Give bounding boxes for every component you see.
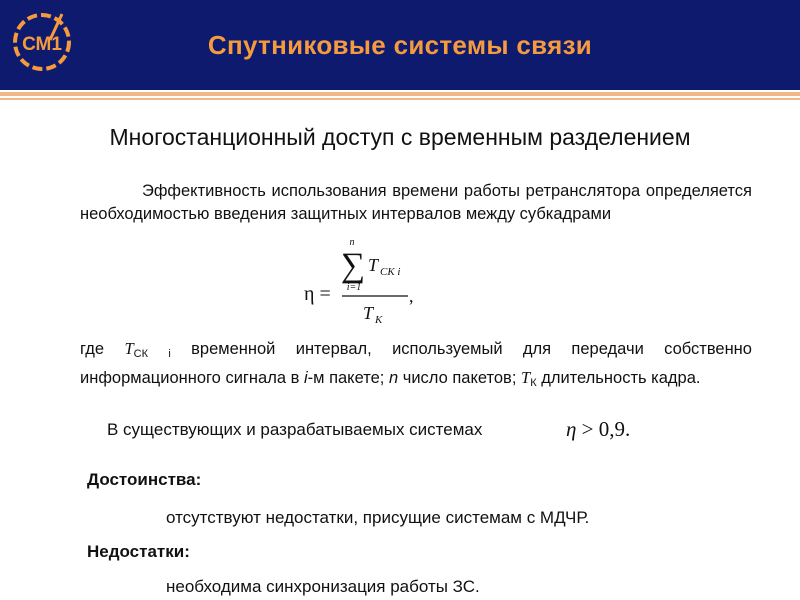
numerator-subscript: CK i bbox=[380, 266, 401, 278]
disadvantages-text: необходима синхронизация работы ЗС. bbox=[166, 577, 480, 596]
denominator-subscript: K bbox=[375, 314, 383, 326]
sum-upper-limit: n bbox=[349, 238, 355, 248]
advantages-heading: Достоинства: bbox=[87, 470, 202, 489]
formula-comma: , bbox=[409, 286, 414, 306]
eta-symbol: η bbox=[566, 417, 577, 441]
paragraph-definitions bbox=[80, 337, 752, 395]
symbol-tck-subscript: СК bbox=[133, 348, 148, 360]
header-divider-thin bbox=[0, 98, 800, 100]
definition-packet-suffix: -м пакете; bbox=[307, 369, 385, 387]
denominator-symbol: T bbox=[363, 303, 374, 323]
efficiency-formula bbox=[300, 238, 440, 328]
formula-lhs: η = bbox=[304, 283, 331, 305]
sum-symbol-icon: ∑ bbox=[340, 247, 366, 284]
advantages-text: отсутствуют недостатки, присущие системам с МДЧР. bbox=[166, 508, 590, 527]
slide-header bbox=[0, 0, 800, 90]
symbol-tck: Т bbox=[124, 339, 134, 358]
definition-tck: временной интервал, используемый для передачи собственно информационного сигнала в bbox=[80, 340, 752, 387]
symbol-n: n bbox=[388, 369, 399, 387]
header-title: Спутниковые системы связи bbox=[207, 30, 593, 60]
sum-lower-limit: i=1 bbox=[346, 282, 362, 293]
paragraph-efficiency bbox=[80, 180, 752, 226]
slide-subtitle: Многостанционный доступ с временным разделением bbox=[109, 124, 691, 150]
eta-relation: > 0,9. bbox=[581, 417, 631, 441]
symbol-tk-subscript: К bbox=[530, 377, 537, 389]
word-gde: где bbox=[80, 340, 105, 358]
definition-n: число пакетов; bbox=[402, 369, 517, 387]
eta-condition bbox=[566, 417, 630, 442]
paragraph-efficiency-text: Эффективность использования времени работы ретранслятора определяется необходимостью введения защитных интервалов между субкадрами bbox=[80, 182, 752, 223]
header-divider bbox=[0, 92, 800, 96]
logo-text: СМ1 bbox=[22, 34, 62, 55]
definition-tk: длительность кадра. bbox=[541, 369, 701, 387]
symbol-tk: Т bbox=[521, 368, 531, 387]
existing-systems-text: В существующих и разрабатываемых системах bbox=[107, 420, 483, 439]
numerator-symbol: T bbox=[368, 255, 379, 275]
disadvantages-heading: Недостатки: bbox=[87, 542, 190, 561]
symbol-i: i bbox=[303, 369, 308, 387]
symbol-tck-index: i bbox=[168, 348, 171, 360]
